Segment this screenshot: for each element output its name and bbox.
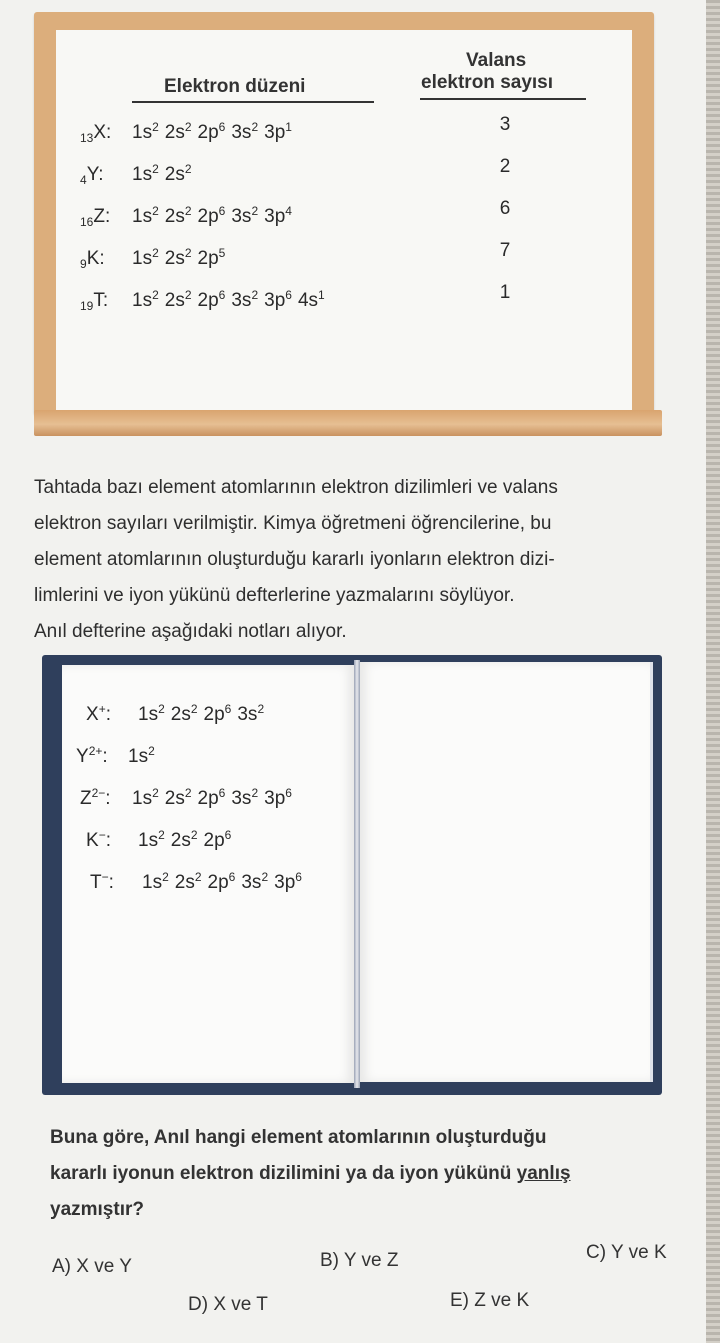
- ion-charge: 2−: [91, 786, 106, 800]
- orbital: 1s: [132, 248, 153, 269]
- header-valence-underline: [420, 98, 586, 100]
- atomic-number: 4: [80, 173, 87, 187]
- header-valence-line1: Valans: [466, 50, 527, 71]
- ion-colon: :: [105, 704, 111, 725]
- ion-charge: +: [98, 702, 106, 716]
- header-valence-line2: elektron sayısı: [421, 72, 554, 93]
- atomic-number: 16: [80, 215, 94, 229]
- orbital-electrons: 2: [152, 120, 159, 134]
- ion-symbol: [86, 702, 138, 726]
- element-letter: Y:: [86, 164, 104, 185]
- atomic-number: 13: [80, 131, 94, 145]
- option-e[interactable]: E) Z ve K: [450, 1290, 530, 1311]
- ion-symbol: [76, 744, 128, 768]
- orbital-electrons: 4: [285, 204, 292, 218]
- element-symbol: [80, 164, 132, 187]
- orbital: 3p: [264, 206, 286, 227]
- orbital: 3s: [231, 206, 252, 227]
- board-row: [80, 120, 298, 145]
- ion-letter: Y: [76, 746, 89, 767]
- notebook-spine: [354, 660, 360, 1088]
- element-symbol: [80, 122, 132, 145]
- orbital: 1s: [142, 872, 163, 893]
- atomic-number: 19: [80, 299, 94, 313]
- orbital-electrons: 5: [218, 246, 226, 260]
- board-row: [80, 162, 198, 187]
- element-symbol: [80, 206, 132, 229]
- orbital-electrons: 1: [318, 288, 325, 302]
- valence-count: 3: [499, 114, 511, 135]
- orbital: 3p: [264, 290, 286, 311]
- orbital-electrons: 2: [190, 828, 198, 842]
- board-row: [80, 204, 298, 229]
- emphasis-underlined: yanlış: [516, 1163, 571, 1184]
- orbital: 3p: [264, 788, 286, 809]
- orbital-electrons: 2: [184, 288, 192, 302]
- ion-symbol: [90, 870, 142, 894]
- orbital-electrons: 2: [257, 702, 265, 716]
- orbital: 3s: [231, 290, 252, 311]
- orbital: 2s: [170, 704, 191, 725]
- orbital-electrons: 2: [148, 744, 155, 758]
- question-line: yazmıştır?: [50, 1199, 144, 1220]
- ion-colon: :: [105, 830, 111, 851]
- valence-count: 1: [499, 282, 511, 303]
- orbital-electrons: 2: [184, 162, 192, 176]
- orbital-electrons: 1: [285, 120, 292, 134]
- orbital-electrons: 2: [251, 204, 259, 218]
- orbital-electrons: 6: [228, 870, 236, 884]
- ion-letter: K: [86, 830, 99, 851]
- orbital-electrons: 2: [194, 870, 202, 884]
- ion-symbol: [86, 828, 138, 852]
- board-row: [80, 288, 331, 313]
- orbital: 1s: [132, 206, 153, 227]
- problem-line: elektron sayıları verilmiştir. Kimya öğretmeni öğrencilerine, bu: [34, 513, 552, 534]
- element-letter: T:: [93, 290, 109, 311]
- valence-count: 2: [499, 156, 511, 177]
- notebook-row: [86, 828, 237, 852]
- ion-letter: T: [90, 872, 102, 893]
- orbital-electrons: 2: [152, 786, 159, 800]
- orbital: 1s: [132, 290, 153, 311]
- element-letter: Z:: [93, 206, 111, 227]
- orbital-electrons: 2: [184, 204, 192, 218]
- orbital-electrons: 6: [218, 120, 226, 134]
- orbital-electrons: 2: [152, 246, 159, 260]
- orbital: 2p: [197, 290, 219, 311]
- notebook-right-page: [360, 662, 650, 1082]
- orbital: 2s: [164, 122, 185, 143]
- orbital-electrons: 2: [158, 702, 165, 716]
- orbital: 1s: [132, 164, 153, 185]
- orbital-electrons: 6: [218, 786, 226, 800]
- orbital: 2p: [197, 248, 219, 269]
- notebook-row: [80, 786, 298, 810]
- orbital: 2p: [197, 122, 219, 143]
- notebook-row: [76, 744, 161, 768]
- orbital-electrons: 6: [218, 204, 226, 218]
- orbital-electrons: 2: [152, 288, 159, 302]
- orbital-electrons: 2: [251, 120, 259, 134]
- orbital: 2p: [203, 704, 225, 725]
- question-line-text: kararlı iyonun elektron dizilimini ya da iyon yükünü: [50, 1163, 517, 1184]
- orbital-electrons: 2: [251, 288, 259, 302]
- problem-text: [34, 470, 684, 650]
- orbital: 2s: [164, 788, 185, 809]
- header-config-underline: [132, 101, 374, 103]
- orbital-electrons: 2: [251, 786, 259, 800]
- ion-charge: −: [98, 828, 106, 842]
- ion-letter: X: [86, 704, 99, 725]
- atomic-number: 9: [80, 257, 87, 271]
- orbital: 1s: [132, 788, 153, 809]
- orbital-electrons: 6: [218, 288, 226, 302]
- orbital-electrons: 2: [158, 828, 165, 842]
- ion-charge: 2+: [88, 744, 103, 758]
- orbital: 1s: [132, 122, 153, 143]
- orbital: 3s: [241, 872, 262, 893]
- option-c[interactable]: C) Y ve K: [586, 1242, 667, 1263]
- chalkboard-ledge: [34, 410, 662, 436]
- orbital: 2p: [197, 788, 219, 809]
- orbital: 3s: [237, 704, 258, 725]
- valence-count: 6: [499, 198, 511, 219]
- orbital-electrons: 6: [285, 288, 292, 302]
- question-line: Buna göre, Anıl hangi element atomlarının oluşturduğu: [50, 1127, 547, 1148]
- ion-symbol: [80, 786, 132, 810]
- valence-count: 7: [499, 240, 511, 261]
- orbital-electrons: 2: [190, 702, 198, 716]
- ion-colon: :: [102, 746, 108, 767]
- option-a[interactable]: A) X ve Y: [52, 1256, 132, 1277]
- orbital: 2s: [164, 290, 185, 311]
- orbital: 3p: [264, 122, 286, 143]
- orbital-electrons: 2: [152, 204, 159, 218]
- element-symbol: [80, 290, 132, 313]
- orbital: 2p: [207, 872, 229, 893]
- orbital: 2s: [164, 164, 185, 185]
- orbital: 4s: [297, 290, 319, 311]
- orbital-electrons: 2: [152, 162, 159, 176]
- header-electron-config: Elektron düzeni: [164, 76, 306, 97]
- problem-line: element atomlarının oluşturduğu kararlı iyonların elektron dizi-: [34, 549, 555, 570]
- question-line: [50, 1156, 680, 1192]
- element-letter: X:: [93, 122, 112, 143]
- ion-colon: :: [105, 788, 111, 809]
- ion-colon: :: [108, 872, 114, 893]
- orbital-electrons: 6: [285, 786, 292, 800]
- ion-letter: Z: [80, 788, 92, 809]
- question-text: [50, 1120, 680, 1228]
- orbital-electrons: 6: [224, 828, 232, 842]
- orbital: 3s: [231, 788, 252, 809]
- orbital: 1s: [128, 746, 149, 767]
- notebook-row: [90, 870, 308, 894]
- page-edge-strip: [706, 0, 720, 1343]
- orbital: 2p: [197, 206, 219, 227]
- orbital-electrons: 6: [295, 870, 302, 884]
- orbital: 2p: [203, 830, 225, 851]
- option-b[interactable]: B) Y ve Z: [320, 1250, 399, 1271]
- element-symbol: [80, 248, 132, 271]
- orbital: 1s: [138, 830, 159, 851]
- problem-line: limlerini ve iyon yükünü defterlerine yazmalarını söylüyor.: [34, 585, 515, 606]
- orbital-electrons: 2: [261, 870, 269, 884]
- orbital-electrons: 6: [224, 702, 232, 716]
- notebook-row: [86, 702, 270, 726]
- orbital: 2s: [164, 206, 185, 227]
- board-row: [80, 246, 231, 271]
- orbital-electrons: 2: [162, 870, 169, 884]
- orbital: 2s: [164, 248, 185, 269]
- orbital: 2s: [174, 872, 195, 893]
- orbital: 1s: [138, 704, 159, 725]
- orbital: 2s: [170, 830, 191, 851]
- element-letter: K:: [86, 248, 105, 269]
- option-d[interactable]: D) X ve T: [188, 1294, 268, 1315]
- orbital: 3p: [274, 872, 296, 893]
- ion-charge: −: [101, 870, 109, 884]
- orbital-electrons: 2: [184, 120, 192, 134]
- orbital-electrons: 2: [184, 786, 192, 800]
- problem-line: Anıl defterine aşağıdaki notları alıyor.: [34, 621, 347, 642]
- orbital: 3s: [231, 122, 252, 143]
- problem-line: Tahtada bazı element atomlarının elektron dizilimleri ve valans: [34, 477, 558, 498]
- orbital-electrons: 2: [184, 246, 192, 260]
